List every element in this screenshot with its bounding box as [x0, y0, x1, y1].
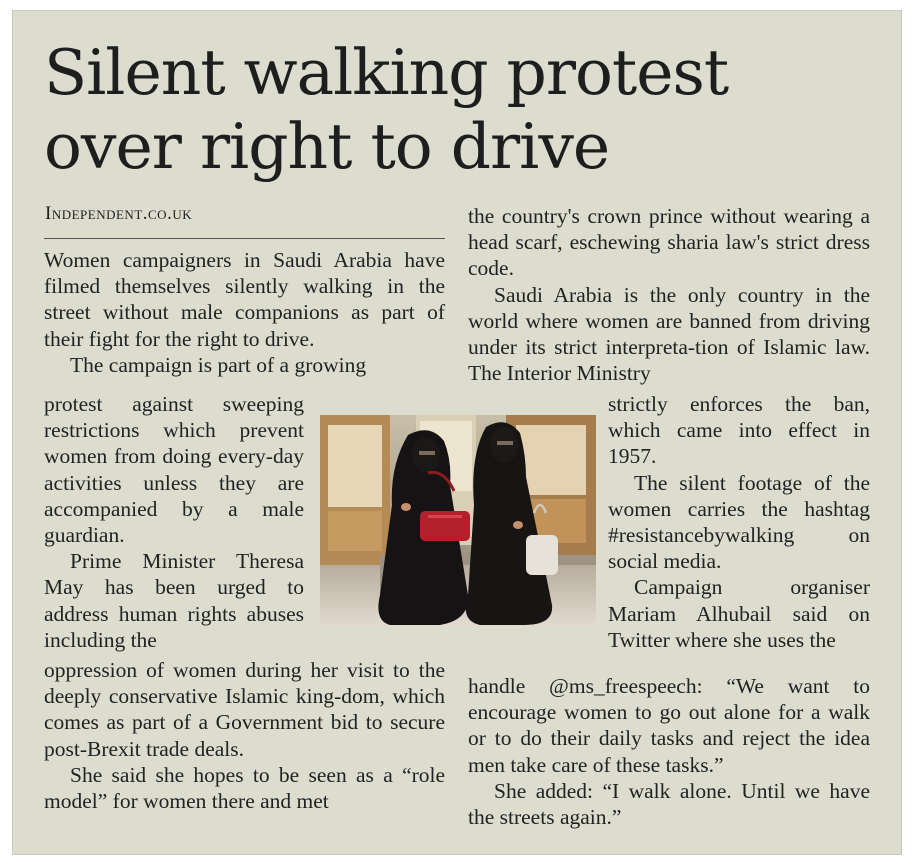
- headline-line-1: Silent walking protest: [44, 36, 729, 109]
- display-window-left: [328, 425, 382, 507]
- paragraph-walk-alone: She added: “I walk alone. Until we have the streets again.”: [468, 778, 870, 830]
- article-photo: [320, 415, 596, 627]
- headline-line-2: over right to drive: [44, 110, 610, 183]
- paragraph-organiser-wrap: Campaign organiser Mariam Alhubail said on Twitter where she uses the: [608, 575, 870, 652]
- headline: [44, 36, 894, 184]
- paragraph-only-country: Saudi Arabia is the only country in the world where women are banned from driving under its strict interpreta-tion of Islamic law. The Interior Ministry: [468, 282, 870, 386]
- byline: Independent.co.uk: [45, 203, 193, 224]
- display-counter-left: [328, 511, 382, 551]
- paragraph-silent-footage: The silent footage of the women carries the hashtag #resistancebywalking on social media.: [608, 470, 870, 574]
- right-column-wrap: [608, 391, 870, 653]
- paragraph-organiser-quote: handle @ms_freespeech: “We want to encourage women to go out alone for a walk or to do their daily tasks and reject the idea men take care of these tasks.”: [468, 674, 870, 777]
- paragraph-continuation: the country's crown prince without wearing a head scarf, eschewing sharia law's strict dress code.: [468, 204, 870, 281]
- left-column-top: [44, 247, 445, 378]
- paragraph-prime-minister-wrap: Prime Minister Theresa May has been urged to address human rights abuses including the: [44, 549, 304, 652]
- newspaper-clipping: [12, 10, 902, 855]
- paragraph-prime-minister-rest: oppression of women during her visit to the deeply conservative Islamic king-dom, which comes as part of a Government bid to secure post-Brexit trade deals.: [44, 658, 445, 761]
- byline-rule: [44, 238, 445, 239]
- paragraph-intro: Women campaigners in Saudi Arabia have filmed themselves silently walking in the street without male companions as part of their fight for the right to drive.: [44, 248, 445, 351]
- paragraph-role-model: She said she hopes to be seen as a “role model” for women there and met: [44, 762, 445, 814]
- left-column-bottom: [44, 657, 445, 814]
- right-column-bottom: [468, 673, 870, 830]
- white-handbag: [526, 535, 558, 575]
- paragraph-campaign-wrap: protest against sweeping restrictions which prevent women from doing every-day activities unless they are accompanied by a male guardian.: [44, 392, 304, 548]
- paragraph-ban-wrap: strictly enforces the ban, which came into effect in 1957.: [608, 392, 870, 469]
- left-column-wrap: [44, 391, 304, 653]
- mall-scene-illustration: [320, 415, 596, 627]
- right-column-top: [468, 203, 870, 386]
- paragraph-campaign-intro: The campaign is part of a growing: [70, 352, 367, 377]
